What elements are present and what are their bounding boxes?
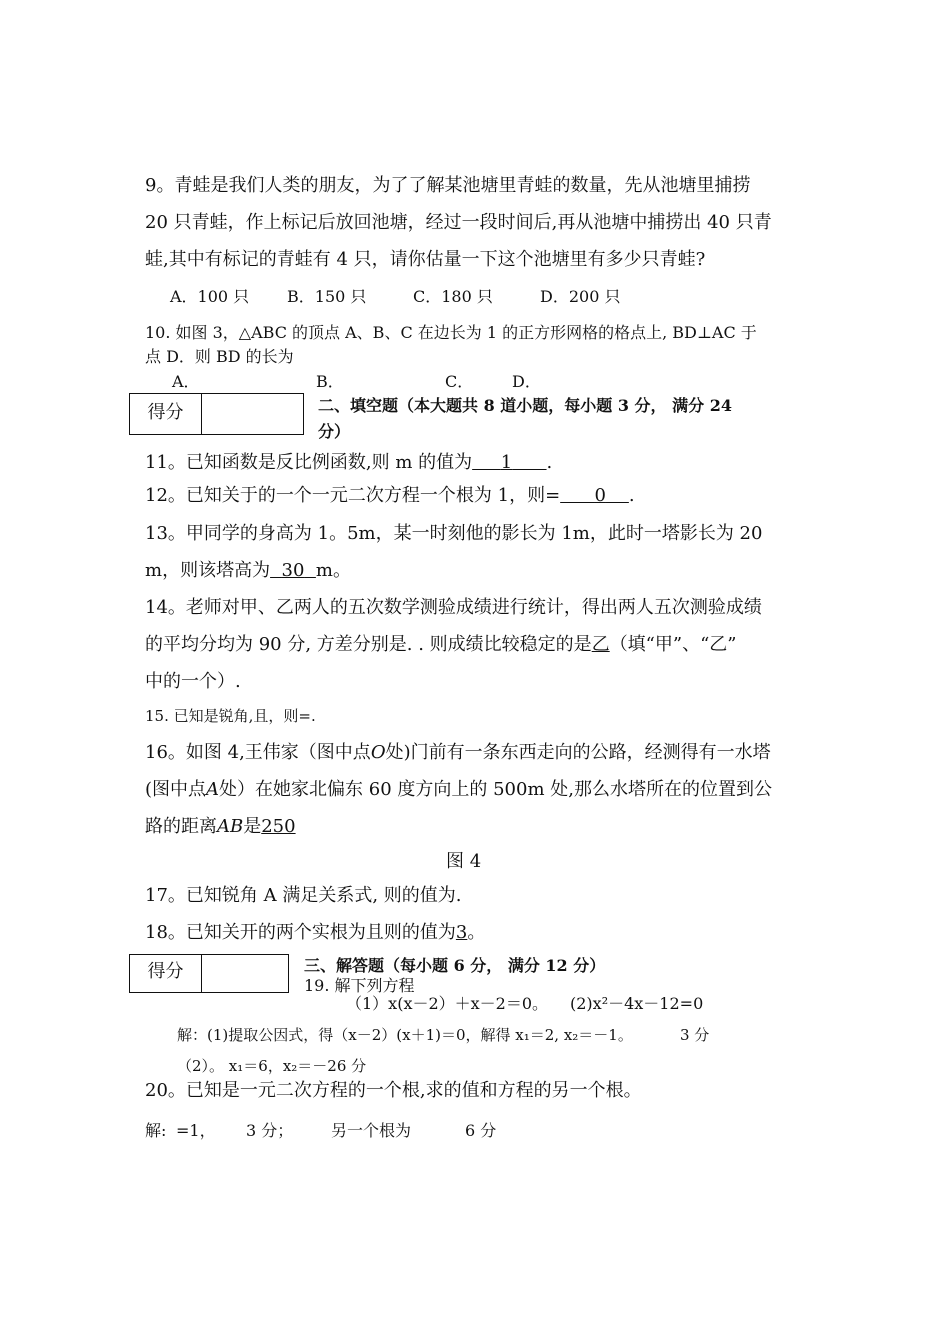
score-label: 得分 bbox=[130, 394, 202, 434]
q14-line2: 的平均分均为 90 分, 方差分别是. . 则成绩比较稳定的是乙（填“甲”、“乙” bbox=[145, 634, 737, 655]
q15: 15. 已知是锐角,且，则=. bbox=[145, 707, 316, 725]
q9-line1: 9。青蛙是我们人类的朋友，为了了解某池塘里青蛙的数量，先从池塘里捕捞 bbox=[145, 175, 751, 196]
point-o: O bbox=[370, 742, 386, 763]
q11-answer: 1 bbox=[500, 452, 513, 473]
q14-line1: 14。老师对甲、乙两人的五次数学测验成绩进行统计，得出两人五次测验成绩 bbox=[145, 597, 762, 618]
section2-title: 二、填空题（本大题共 8 道小题，每小题 3 分， 满分 24 bbox=[318, 396, 732, 415]
q10-option-b: B． bbox=[316, 372, 344, 391]
q10-line2: 点 D．则 BD 的长为 bbox=[145, 347, 294, 366]
q14-answer: 乙 bbox=[591, 634, 610, 655]
q13-line2: m，则该塔高为 30 m。 bbox=[145, 560, 351, 581]
q20-solution-label: 解: bbox=[145, 1121, 167, 1140]
q19-eq2: (2)x²－4x－12=0 bbox=[570, 994, 704, 1013]
q11: 11。已知函数是反比例函数,则 m 的值为 1 . bbox=[145, 452, 553, 473]
q10-option-d: D． bbox=[512, 372, 541, 391]
q9-option-b: B．150 只 bbox=[287, 287, 367, 306]
q20: 20。已知是一元二次方程的一个根,求的值和方程的另一个根。 bbox=[145, 1080, 642, 1101]
score-label: 得分 bbox=[130, 955, 202, 992]
q12: 12。已知关于的一个一元二次方程一个根为 1，则= 0 . bbox=[145, 485, 635, 506]
q20-solution-value: =1， bbox=[176, 1121, 216, 1140]
q14-line3: 中的一个）. bbox=[145, 671, 241, 692]
q19-eq1: （1）x(x－2）＋x－2＝0。 bbox=[346, 994, 549, 1013]
q11-text: 11。已知函数是反比例函数,则 m 的值为 bbox=[145, 452, 473, 473]
section3-title: 三、解答题（每小题 6 分， 满分 12 分） bbox=[304, 956, 606, 975]
section2-title-cont: 分） bbox=[318, 422, 351, 441]
q18: 18。已知关开的两个实根为且则的值为3。 bbox=[145, 922, 486, 943]
q16-answer: 250 bbox=[261, 816, 296, 837]
q19-solution2: （2）。 x₁＝6，x₂＝－26 分 bbox=[177, 1057, 367, 1075]
q20-score1: 3 分； bbox=[246, 1121, 294, 1140]
q12-text: 12。已知关于的一个一元二次方程一个根为 1，则= bbox=[145, 485, 561, 506]
figure-4-caption: 图 4 bbox=[446, 851, 482, 872]
q13-answer: 30 bbox=[281, 560, 305, 581]
q10-line1: 10. 如图 3，△ABC 的顶点 A、B、C 在边长为 1 的正方形网格的格点上, BD⊥AC 于 bbox=[145, 323, 757, 342]
q13-line1: 13。甲同学的身高为 1。5m，某一时刻他的影长为 1m，此时一塔影长为 20 bbox=[145, 523, 763, 544]
q16-line3: 路的距离AB是250 bbox=[145, 816, 296, 837]
q16-line2: (图中点A处）在她家北偏东 60 度方向上的 500m 处,那么水塔所在的位置到公 bbox=[145, 779, 772, 800]
q9-option-d: D．200 只 bbox=[540, 287, 621, 306]
q9-option-c: C．180 只 bbox=[413, 287, 493, 306]
q9-line3: 蛙,其中有标记的青蛙有 4 只，请你估量一下这个池塘里有多少只青蛙? bbox=[145, 249, 706, 270]
q17: 17。已知锐角 A 满足关系式, 则的值为. bbox=[145, 885, 462, 906]
q10-option-a: A． bbox=[172, 372, 200, 391]
q20-score2: 6 分 bbox=[465, 1121, 497, 1140]
score-box-section3 bbox=[129, 954, 289, 993]
point-a: A bbox=[206, 779, 220, 800]
q16-line1: 16。如图 4,王伟家（图中点O处)门前有一条东西走向的公路，经测得有一水塔 bbox=[145, 742, 771, 763]
q10-option-c: C． bbox=[445, 372, 474, 391]
q12-answer: 0 bbox=[594, 485, 606, 506]
q19-solution1-score: 3 分 bbox=[680, 1026, 710, 1044]
q19-title: 19. 解下列方程 bbox=[304, 976, 415, 995]
q18-answer: 3 bbox=[455, 922, 468, 943]
q19-solution1: 解：(1)提取公因式，得（x－2）(x＋1)＝0，解得 x₁＝2, x₂＝－1。 bbox=[177, 1026, 633, 1044]
q9-option-a: A．100 只 bbox=[170, 287, 250, 306]
score-box-section2 bbox=[129, 393, 304, 435]
q9-line2: 20 只青蛙，作上标记后放回池塘，经过一段时间后,再从池塘中捕捞出 40 只青 bbox=[145, 212, 772, 233]
q20-other-root: 另一个根为 bbox=[331, 1121, 412, 1140]
